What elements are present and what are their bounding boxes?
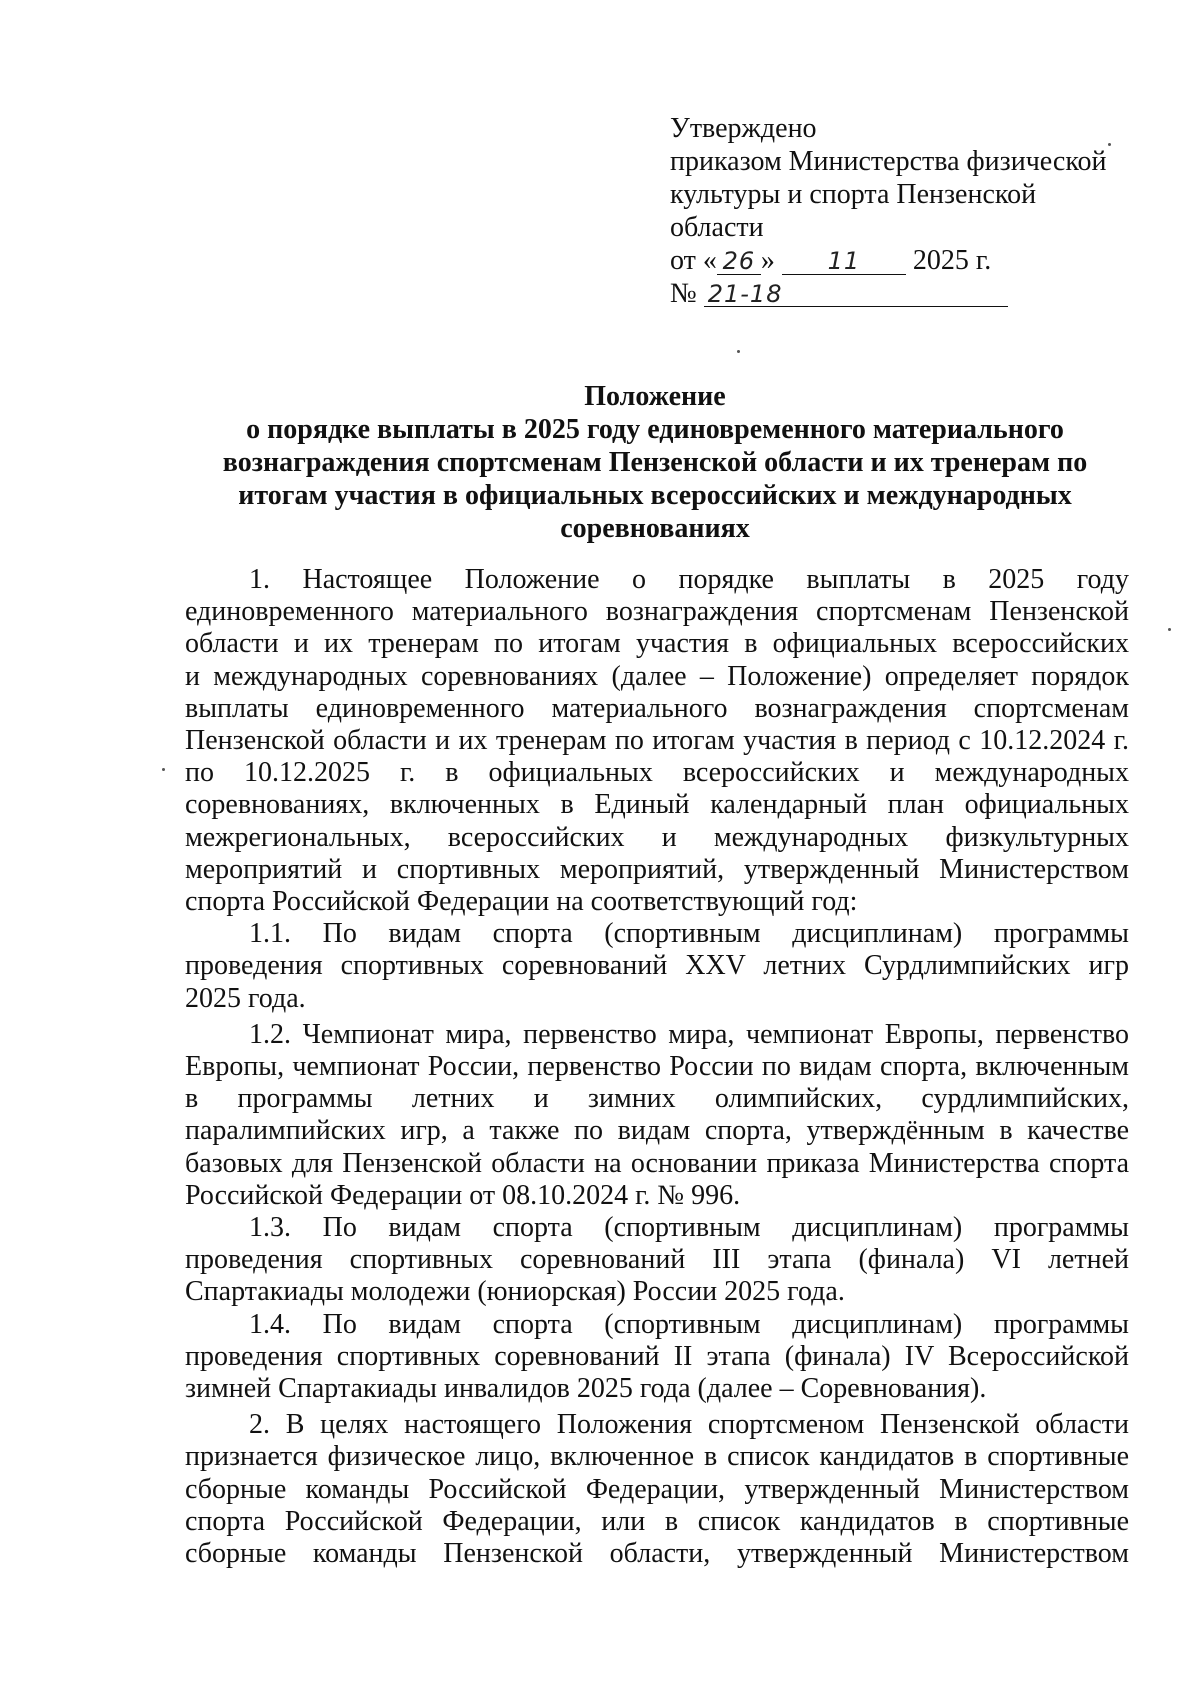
text-line: базовых для Пензенской области на основании приказа Министерства спорта xyxy=(185,1147,1129,1179)
text-line: 1.4. По видам спорта (спортивным дисциплинам) программы xyxy=(249,1308,1129,1340)
scan-speck xyxy=(737,350,740,353)
paragraph-1 xyxy=(185,564,1129,918)
title-line-3: итогам участия в официальных всероссийских и международных xyxy=(238,480,1072,511)
text-line: 1.1. По видам спорта (спортивным дисциплинам) программы xyxy=(249,918,1129,950)
paragraph-1-4 xyxy=(185,1309,1129,1406)
text-line: 2025 года. xyxy=(185,982,306,1014)
paragraph-1-1 xyxy=(185,918,1129,1015)
date-mid: » xyxy=(760,245,775,276)
text-line: сборные команды Пензенской области, утвержденный Министерством xyxy=(185,1538,1129,1570)
text-line: спорта Российской Федерации на соответствующий год: xyxy=(185,886,858,918)
text-line: в программы летних и зимних олимпийских, сурдлимпийских, xyxy=(185,1083,1129,1115)
scan-speck xyxy=(1108,143,1111,146)
text-line: 2. В целях настоящего Положения спортсменом Пензенской области xyxy=(249,1409,1129,1441)
approval-number-line xyxy=(670,277,1130,310)
scan-speck xyxy=(1168,628,1171,631)
text-line: сборные команды Российской Федерации, утвержденный Министерством xyxy=(185,1473,1129,1505)
date-day: 26 xyxy=(717,245,761,275)
number-prefix: № xyxy=(670,278,697,309)
text-line: паралимпийских игр, а также по видам спорта, утверждённым в качестве xyxy=(185,1115,1129,1147)
number-value: 21-18 xyxy=(704,278,1008,307)
approval-block xyxy=(670,112,1130,310)
text-line: спорта Российской Федерации, или в список кандидатов в спортивные xyxy=(185,1505,1129,1537)
text-line: 1.2. Чемпионат мира, первенство мира, чемпионат Европы, первенство xyxy=(249,1018,1129,1050)
paragraph-1-3 xyxy=(185,1212,1129,1309)
approval-line-2: приказом Министерства физической xyxy=(670,146,1107,177)
approval-line-3: культуры и спорта Пензенской xyxy=(670,179,1037,210)
approval-line-1: Утверждено xyxy=(670,113,817,144)
text-line: Российской Федерации от 08.10.2024 г. № 996. xyxy=(185,1179,741,1211)
date-prefix: от « xyxy=(670,245,717,276)
document-title xyxy=(180,380,1130,545)
text-line: Европы, чемпионат России, первенство России по видам спорта, включенным xyxy=(185,1051,1129,1083)
scan-speck xyxy=(162,768,165,771)
text-line: Пензенской области и их тренерам по итогам участия в период с 10.12.2024 г. xyxy=(185,725,1129,757)
document-body xyxy=(185,564,1129,1570)
text-line: области и их тренерам по итогам участия в официальных всероссийских xyxy=(185,628,1129,660)
approval-line-4: области xyxy=(670,212,764,243)
text-line: проведения спортивных соревнований III этапа (финала) VI летней xyxy=(185,1244,1129,1276)
title-line-4: соревнованиях xyxy=(560,513,750,544)
text-line: выплаты единовременного материального вознаграждения спортсменам xyxy=(185,692,1129,724)
text-line: мероприятий и спортивных мероприятий, утвержденный Министерством xyxy=(185,853,1129,885)
text-line: по 10.12.2025 г. в официальных всероссийских и международных xyxy=(185,757,1129,789)
text-line: зимней Спартакиады инвалидов 2025 года (далее – Соревнования). xyxy=(185,1373,987,1405)
paragraph-1-2 xyxy=(185,1019,1129,1212)
text-line: Спартакиады молодежи (юниорская) России 2025 года. xyxy=(185,1276,845,1308)
title-line-1: о порядке выплаты в 2025 году единовременного материального xyxy=(246,414,1064,445)
text-line: проведения спортивных соревнований II этапа (финала) IV Всероссийской xyxy=(185,1340,1129,1372)
text-line: 1.3. По видам спорта (спортивным дисциплинам) программы xyxy=(249,1212,1129,1244)
text-line: проведения спортивных соревнований XXV летних Сурдлимпийских игр xyxy=(185,950,1129,982)
title-heading: Положение xyxy=(584,381,726,412)
text-line: признается физическое лицо, включенное в список кандидатов в спортивные xyxy=(185,1441,1129,1473)
title-line-2: вознаграждения спортсменам Пензенской области и их тренерам по xyxy=(222,447,1088,478)
text-line: 1. Настоящее Положение о порядке выплаты в 2025 году xyxy=(249,564,1129,595)
date-year: 2025 г. xyxy=(912,245,992,276)
paragraph-2 xyxy=(185,1409,1129,1570)
date-month: 11 xyxy=(782,245,906,275)
text-line: и международных соревнованиях (далее – Положение) определяет порядок xyxy=(185,660,1129,692)
text-line: единовременного материального вознаграждения спортсменам Пензенской xyxy=(185,596,1129,628)
approval-date-line xyxy=(670,244,1130,277)
text-line: межрегиональных, всероссийских и международных физкультурных xyxy=(185,821,1129,853)
text-line: соревнованиях, включенных в Единый календарный план официальных xyxy=(185,789,1129,821)
